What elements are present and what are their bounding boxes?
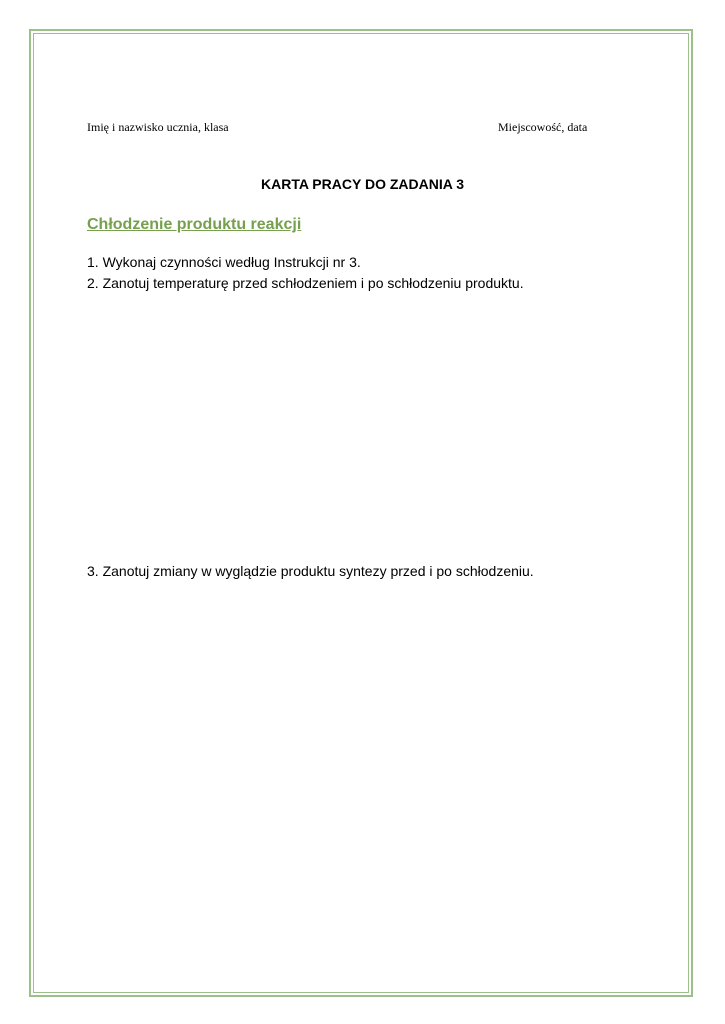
step-2-text: 2. Zanotuj temperaturę przed schłodzeniem i po schłodzeniu produktu. [87, 275, 524, 291]
step-1-text: 1. Wykonaj czynności według Instrukcji nr 3. [87, 254, 361, 270]
worksheet-title: KARTA PRACY DO ZADANIA 3 [260, 176, 464, 192]
place-date-label: Miejscowość, data [498, 120, 588, 134]
student-name-label: Imię i nazwisko ucznia, klasa [87, 120, 229, 134]
section-heading: Chłodzenie produktu reakcji [87, 216, 302, 233]
step-3-text: 3. Zanotuj zmiany w wyglądzie produktu syntezy przed i po schłodzeniu. [87, 563, 534, 579]
